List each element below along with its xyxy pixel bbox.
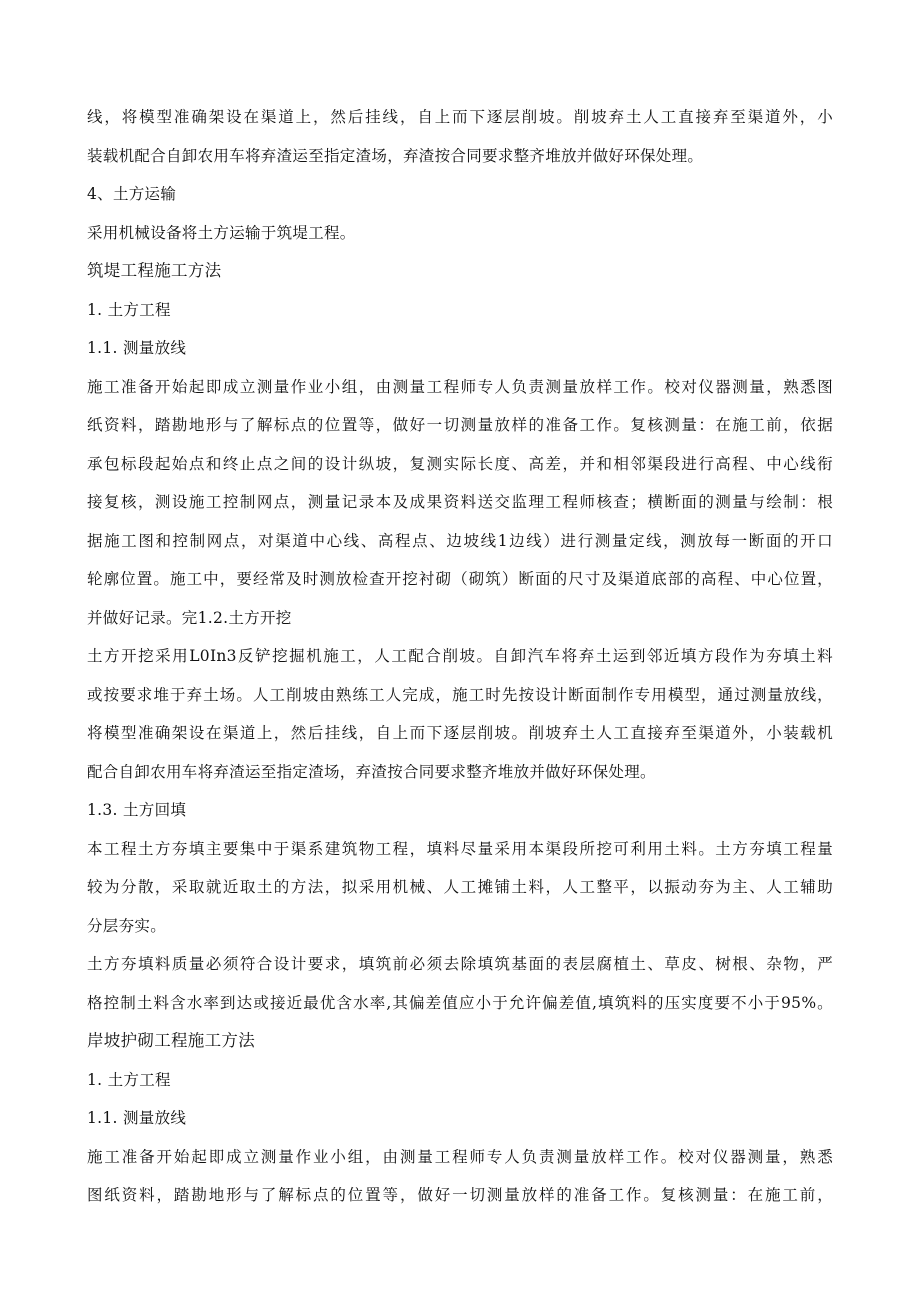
document-body: [87, 98, 833, 1215]
text-line: 土方夯填料质量必须符合设计要求，填筑前必须去除填筑基面的表层腐植土、草皮、树根、杂物，严: [87, 955, 833, 973]
text-line: 较为分散，采取就近取土的方法，拟采用机械、人工摊铺土料，人工整平，以振动夯为主、人工辅助: [87, 878, 833, 896]
text-line: 接复核，测设施工控制网点，测量记录本及成果资料送交监理工程师核查；横断面的测量与绘制：根: [87, 493, 833, 511]
section-heading: 1. 土方工程: [87, 1070, 171, 1089]
section-heading: 4、土方运输: [87, 185, 177, 203]
section-heading: 筑堤工程施工方法: [87, 261, 222, 280]
text-line: 配合自卸农用车将弃渣运至指定渣场，弃渣按合同要求整齐堆放并做好环保处理。: [87, 762, 656, 781]
text-line: 将模型准确架设在渠道上，然后挂线，自上而下逐层削坡。削坡弃土人工直接弃至渠道外，小装载机: [87, 724, 833, 742]
text-line: 轮廓位置。施工中，要经常及时测放检查开挖衬砌（砌筑）断面的尺寸及渠道底部的高程、中心位置，: [87, 570, 833, 588]
text-line: 采用机械设备将土方运输于筑堤工程。: [87, 223, 356, 242]
text-line: 或按要求堆于弃土场。人工削坡由熟练工人完成，施工时先按设计断面制作专用模型，通过测量放线，: [87, 685, 833, 704]
text-line: 分层夯实。: [87, 916, 167, 935]
text-line: 线，将模型准确架设在渠道上，然后挂线，自上而下逐层削坡。削坡弃土人工直接弃至渠道外，小: [87, 108, 833, 126]
text-line: 装载机配合自卸农用车将弃渣运至指定渣场，弃渣按合同要求整齐堆放并做好环保处理。: [87, 146, 704, 165]
text-line: 施工准备开始起即成立测量作业小组，由测量工程师专人负责测量放样工作。校对仪器测量，熟悉: [87, 1147, 833, 1166]
text-line: 施工准备开始起即成立测量作业小组，由测量工程师专人负责测量放样工作。校对仪器测量，熟悉图: [87, 377, 833, 396]
text-line: 纸资料，踏勘地形与了解标点的位置等，做好一切测量放样的准备工作。复核测量：在施工前，依据: [87, 416, 833, 434]
text-line: 据施工图和控制网点，对渠道中心线、高程点、边坡线1边线）进行测量定线，测放每一断面的开口: [87, 531, 833, 550]
section-heading: 1.1. 测量放线: [87, 339, 187, 357]
section-heading: 1.3. 土方回填: [87, 801, 187, 819]
text-line: 图纸资料，踏勘地形与了解标点的位置等，做好一切测量放样的准备工作。复核测量：在施工前，: [87, 1186, 833, 1204]
text-line: 并做好记录。完1.2.土方开挖: [87, 608, 292, 627]
text-line: 承包标段起始点和终止点之间的设计纵坡，复测实际长度、高差，并和相邻渠段进行高程、中心线衔: [87, 454, 833, 473]
text-line: 格控制土料含水率到达或接近最优含水率,其偏差值应小于允许偏差值,填筑料的压实度要不小于95%。: [87, 993, 833, 1012]
text-line: 本工程土方夯填主要集中于渠系建筑物工程，填料尽量采用本渠段所挖可利用土料。土方夯填工程量: [87, 839, 833, 858]
section-heading: 1.1. 测量放线: [87, 1109, 187, 1127]
section-heading: 岸坡护砌工程施工方法: [87, 1031, 255, 1050]
text-line: 土方开挖采用L0In3反铲挖掘机施工，人工配合削坡。自卸汽车将弃土运到邻近填方段作为夯填土料: [87, 647, 833, 665]
section-heading: 1. 土方工程: [87, 300, 171, 319]
